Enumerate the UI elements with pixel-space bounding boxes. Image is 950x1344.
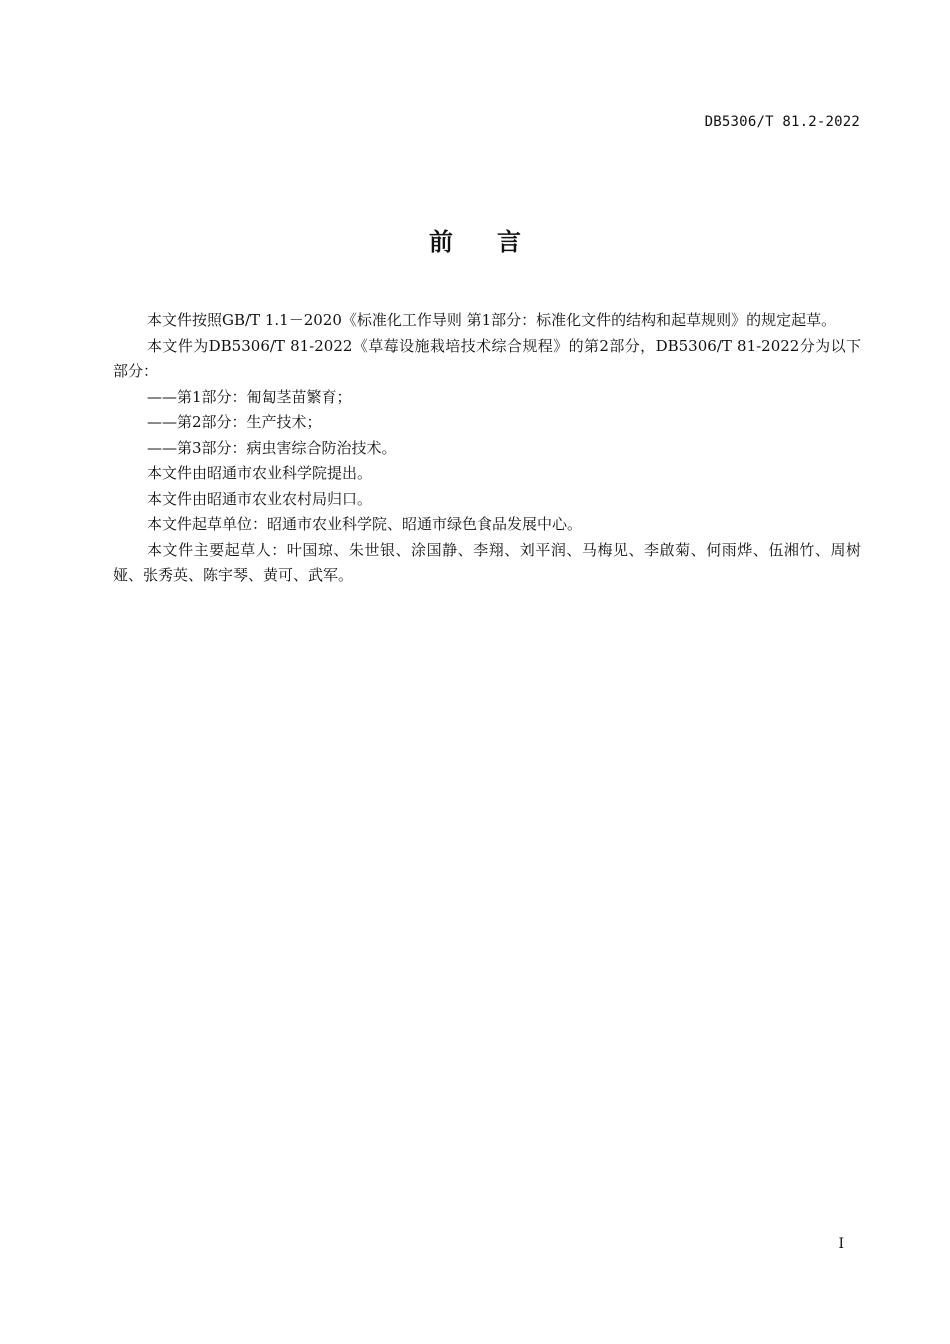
list-item-part-2: ——第2部分：生产技术； (147, 413, 322, 431)
foreword-body (113, 308, 861, 589)
paragraph-drafting-units: 本文件起草单位：昭通市农业科学院、昭通市绿色食品发展中心。 (147, 515, 583, 533)
paragraph-part-statement: 本文件为DB5306/T 81-2022《草莓设施栽培技术综合规程》的第2部分，DB5306/T 81-2022分为以下部分： (113, 336, 861, 380)
paragraph-centralized-unit: 本文件由昭通市农业农村局归口。 (147, 489, 373, 508)
standard-code: DB5306/T 81.2-2022 (704, 114, 860, 130)
list-item-part-1: ——第1部分：匍匐茎苗繁育； (147, 387, 352, 406)
paragraph-drafting-basis: 本文件按照GB/T 1.1－2020《标准化工作导则 第1部分：标准化文件的结构和起草规则》的规定起草。 (147, 311, 837, 329)
page-title: 前言 (429, 228, 565, 256)
page-number: I (838, 1236, 844, 1252)
list-item-part-3: ——第3部分：病虫害综合防治技术。 (147, 438, 397, 457)
paragraph-proposer: 本文件由昭通市农业科学院提出。 (147, 464, 373, 482)
paragraph-drafters: 本文件主要起草人：叶国琼、朱世银、涂国静、李翔、刘平润、马梅见、李啟菊、何雨烨、伍湘竹、周树娅、张秀英、陈宇琴、黄可、武军。 (113, 540, 861, 584)
